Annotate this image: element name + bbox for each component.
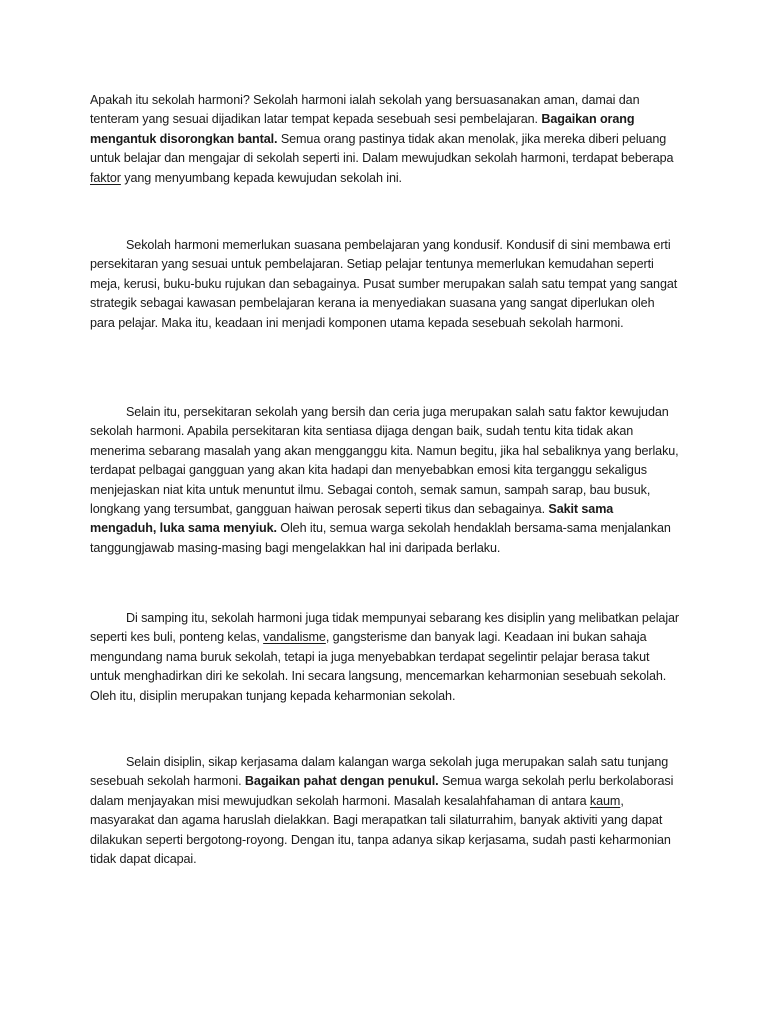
intro-proverb: Bagaikan orang mengantuk disorongkan bantal. [90,112,635,146]
clean-text-1: Selain itu, persekitaran sekolah yang bersih dan ceria juga merupakan salah satu faktor kewujudan sekolah harmoni. Apabila persekitaran kita sentiasa dijaga dengan baik, sudah tentu kita tidak akan menerima sebarang masalah yang akan mengganggu kita. Namun begitu, jika hal sebaliknya yang berlaku, terdapat pelbagai gangguan yang akan kita hadapi dan menyebabkan emosi kita terganggu sekaligus menjejaskan niat kita untuk menuntut ilmu. Sebagai contoh, semak samun, sampah sarap, bau busuk, longkang yang tersumbat, gangguan haiwan perosak seperti tikus dan sebagainya. [90,405,679,517]
discipline-text-2: , gangsterisme dan banyak lagi. Keadaan ini bukan sahaja mengundang nama buruk sekolah, tetapi ia juga menyebabkan terdapat segelintir pelajar berasa takut untuk menghadirkan diri ke sekolah. Ini secara langsung, mencemarkan keharmonian sesebuah sekolah. Oleh itu, disiplin merupakan tunjang kepada keharmonian sekolah. [90,630,667,703]
intro-text-2: Semua orang pastinya tidak akan menolak, jika mereka diberi peluang untuk belajar dan mengajar di sekolah seperti ini. Dalam mewujudkan sekolah harmoni, terdapat beberapa [90,131,674,166]
intro-text-1: Apakah itu sekolah harmoni? Sekolah harmoni ialah sekolah yang bersuasanakan aman, damai dan tenteram yang sesuai dijadikan latar tempat kepada sesebuah sesi pembelajaran. [90,93,640,127]
cooperation-text-1: Selain disiplin, sikap kerjasama dalam kalangan warga sekolah juga merupakan salah satu tunjang sesebuah sekolah harmoni. [90,755,669,789]
cooperation-text-2: Semua warga sekolah perlu berkolaborasi dalam menjayakan misi mewujudkan sekolah harmoni. Masalah kesalahfahaman di antara [90,774,674,808]
conducive-text: Sekolah harmoni memerlukan suasana pembelajaran yang kondusif. Kondusif di sini membawa erti persekitaran yang sesuai untuk pembelajaran. Setiap pelajar tentunya memerlukan kemudahan seperti meja, kerusi, buku-buku rujukan dan sebagainya. Pusat sumber merupakan salah satu tempat yang sangat strategik sebagai kawasan pembelajaran kerana ia menyediakan suasana yang sangat diperlukan oleh para pelajar. Maka itu, keadaan ini menjadi komponen utama kepada sesebuah sekolah harmoni. [90,238,678,330]
cooperation-proverb: Bagaikan pahat dengan penukul. [244,774,439,789]
paragraph-cooperation [90,753,680,869]
cooperation-text-3: , masyarakat dan agama haruslah dielakkan. Bagi merapatkan tali silaturrahim, banyak aktiviti yang dapat dilakukan seperti bergotong-royong. Dengan itu, tanpa adanya sikap kerjasama, sudah pasti keharmonian tidak dapat dicapai. [90,793,671,867]
paragraph-discipline [90,609,680,706]
discipline-text-1: Di samping itu, sekolah harmoni juga tidak mempunyai sebarang kes disiplin yang melibatkan pelajar seperti kes buli, ponteng kelas, [90,611,680,645]
intro-text-3: yang menyumbang kepada kewujudan sekolah ini. [120,170,402,185]
clean-text-2: Oleh itu, semua warga sekolah hendaklah bersama-sama menjalankan tanggungjawab masing-masing bagi mengelakkan hal ini daripada berlaku. [90,521,671,555]
paragraph-introduction [90,91,680,188]
paragraph-conducive-environment [90,236,680,333]
intro-underlined-word: faktor [90,170,121,185]
discipline-underlined-word: vandalisme [263,630,326,645]
paragraph-clean-surroundings [90,403,680,558]
clean-proverb: Sakit sama mengaduh, luka sama menyiuk. [90,502,614,536]
cooperation-underlined-word: kaum [589,793,621,808]
